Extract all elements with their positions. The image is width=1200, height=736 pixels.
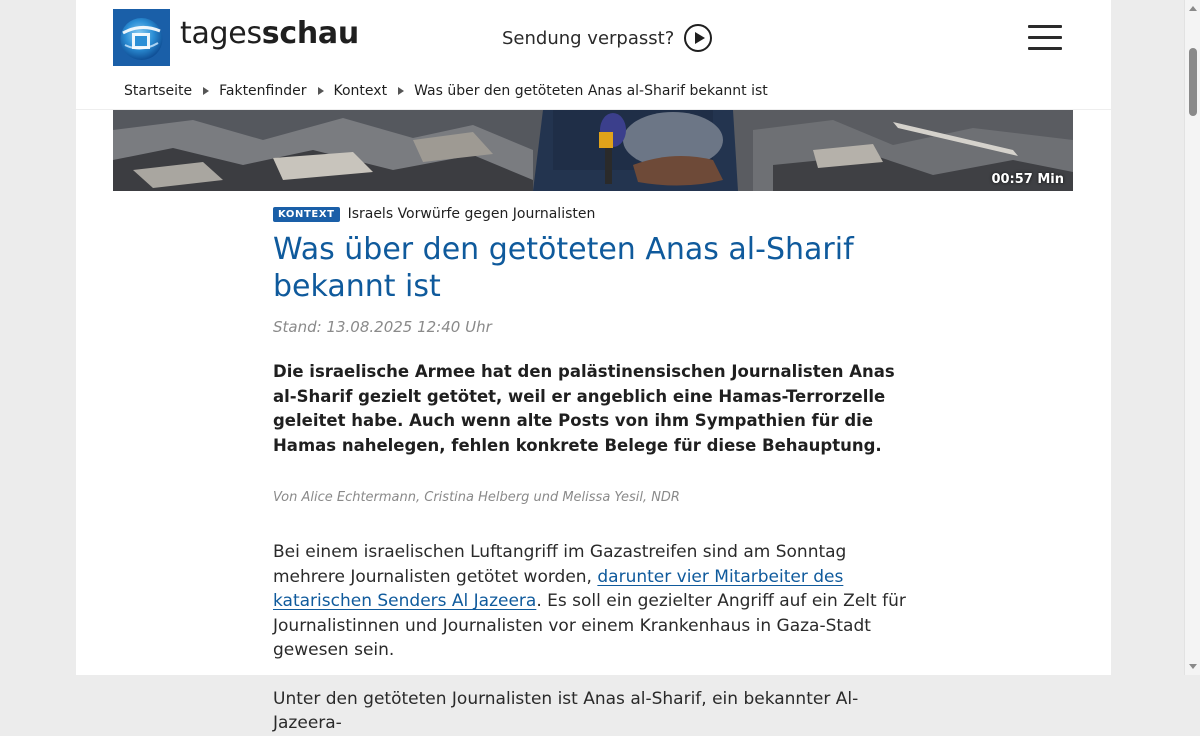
article: [273, 206, 923, 736]
scroll-down-icon[interactable]: [1189, 664, 1197, 669]
page: [76, 0, 1111, 733]
paragraph-text: Bei einem israelischen Luftangriff im Gazastreifen sind am Sonntag mehrere Journalisten getötet worden,: [273, 542, 847, 587]
paragraph-text: . Es soll ein gezielter Angriff auf ein Zelt für Journalistinnen und Journalisten vor einem Krankenhaus in Gaza-Stadt gewesen sein.: [273, 591, 906, 660]
article-timestamp: Stand: 13.08.2025 12:40 Uhr: [273, 318, 492, 336]
article-topline: [273, 206, 923, 222]
article-paragraph: [273, 540, 923, 663]
tagesschau-globe-icon[interactable]: [113, 9, 170, 66]
breadcrumb-item-current[interactable]: Was über den getöteten Anas al-Sharif bekannt ist: [414, 83, 768, 99]
topline-text: Israels Vorwürfe gegen Journalisten: [347, 206, 596, 222]
breadcrumb-separator-icon: [203, 87, 209, 95]
article-headline: Was über den getöteten Anas al-Sharif bekannt ist: [273, 232, 854, 304]
site-header: [76, 0, 1111, 110]
breadcrumb-separator-icon: [398, 87, 404, 95]
breadcrumb: [124, 83, 768, 99]
logo-text-bold: schau: [261, 16, 359, 51]
al-jazeera-link[interactable]: darunter vier Mitarbeiter des katarischen Senders Al Jazeera: [273, 566, 844, 611]
scroll-thumb[interactable]: [1189, 48, 1197, 116]
breadcrumb-item-startseite[interactable]: Startseite: [124, 83, 193, 99]
play-circle-icon: [684, 24, 712, 52]
site-logo-text[interactable]: [180, 16, 359, 51]
article-teaser: Die israelische Armee hat den palästinensischen Journalisten Anas al-Sharif gezielt getötet, weil er angeblich eine Hamas-Terrorzelle geleitet habe. Auch wenn alte Posts von ihm Sympathien für die Hamas nahelegen, fehlen konkrete Belege für diese Behauptung.: [273, 362, 895, 455]
article-authors: Von Alice Echtermann, Cristina Helberg und Melissa Yesil, NDR: [273, 490, 680, 505]
sendung-verpasst-label: Sendung verpasst?: [502, 27, 675, 49]
breadcrumb-separator-icon: [318, 87, 324, 95]
scroll-up-icon[interactable]: [1189, 6, 1197, 11]
logo-text-light: tages: [180, 16, 262, 51]
scrollbar[interactable]: [1184, 0, 1200, 675]
breadcrumb-item-faktenfinder[interactable]: Faktenfinder: [219, 83, 307, 99]
article-paragraph: Unter den getöteten Journalisten ist Anas al-Sharif, ein bekannter Al-Jazeera-: [273, 688, 859, 733]
hero-image: [113, 110, 1073, 191]
video-duration: 00:57 Min: [991, 172, 1064, 187]
sendung-verpasst-button[interactable]: [502, 23, 712, 53]
hero-video[interactable]: [113, 110, 1073, 191]
breadcrumb-item-kontext[interactable]: Kontext: [333, 83, 388, 99]
kontext-badge: KONTEXT: [273, 207, 340, 222]
hamburger-menu-icon[interactable]: [1028, 25, 1062, 51]
